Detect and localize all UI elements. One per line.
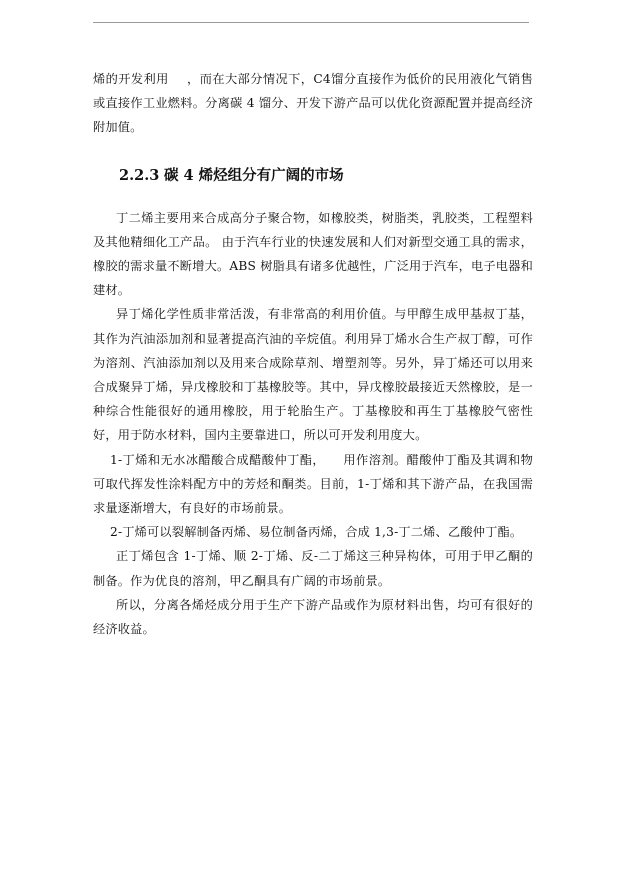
- paragraph-1-butene-part-b: 用作溶剂。醋酸仲丁酯及其调和物可取代挥发性涂料配方中的芳烃和酮类。目前，1-丁烯和其下游产品，在我国需求量逐渐增大，有良好的市场前景。: [93, 452, 534, 516]
- paragraph-isobutene: 异丁烯化学性质非常活泼，有非常高的利用价值。与甲醇生成甲基叔丁基，其作为汽油添加剂和显著提高汽油的辛烷值。利用异丁烯水合生产叔丁醇，可作为溶剂、汽油添加剂以及用来合成除草剂、增塑剂等。另外，异丁烯还可以用来合成聚异丁烯，异戊橡胶和丁基橡胶等。其中，异戊橡胶最接近天然橡胶，是一种综合性能很好的通用橡胶，用于轮胎生产。丁基橡胶和再生丁基橡胶气密性好，用于防水材料，国内主要靠进口，所以可开发利用度大。: [93, 307, 533, 443]
- paragraph-n-butene: 正丁烯包含 1-丁烯、顺 2-丁烯、反-二丁烯这三种异构体，可用于甲乙酮的制备。作为优良的溶剂，甲乙酮具有广阔的市场前景。: [93, 549, 533, 588]
- paragraph-conclusion: 所以，分离各烯烃成分用于生产下游产品或作为原材料出售，均可有很好的经济收益。: [93, 597, 533, 637]
- paragraph-c4-part-b: ，而在大部分情况下，C4馏分直接作为低价的民用液化气销售或直接作工业燃料。分离碳 4 馏分、开发下游产品可以优化资源配置并提高经济附加值。: [93, 72, 534, 135]
- header-rule: [93, 22, 529, 23]
- section-number: 2.2.3: [119, 166, 160, 184]
- document-body: [93, 67, 533, 641]
- paragraph-butadiene: 丁二烯主要用来合成高分子聚合物，如橡胶类，树脂类，乳胶类，工程塑料及其他精细化工产品。 由于汽车行业的快速发展和人们对新型交通工具的需求，橡胶的需求量不断增大。ABS 树脂具有诸多优越性，广泛用于汽车，电子电器和建材。: [93, 210, 533, 298]
- paragraph-c4-utilization: [93, 67, 533, 140]
- section-heading: [93, 166, 533, 186]
- paragraph-1-butene: [93, 448, 533, 521]
- paragraph-2-butene: 2-丁烯可以裂解制备丙烯、易位制备丙烯，合成 1,3-丁二烯、乙酸仲丁酯。: [110, 525, 523, 540]
- section-title: 碳 4 烯烃组分有广阔的市场: [164, 166, 344, 184]
- paragraph-c4-part-a: 烯的开发利用: [93, 72, 169, 86]
- paragraph-1-butene-part-a: 1-丁烯和无水冰醋酸合成醋酸仲丁酯，: [110, 452, 326, 467]
